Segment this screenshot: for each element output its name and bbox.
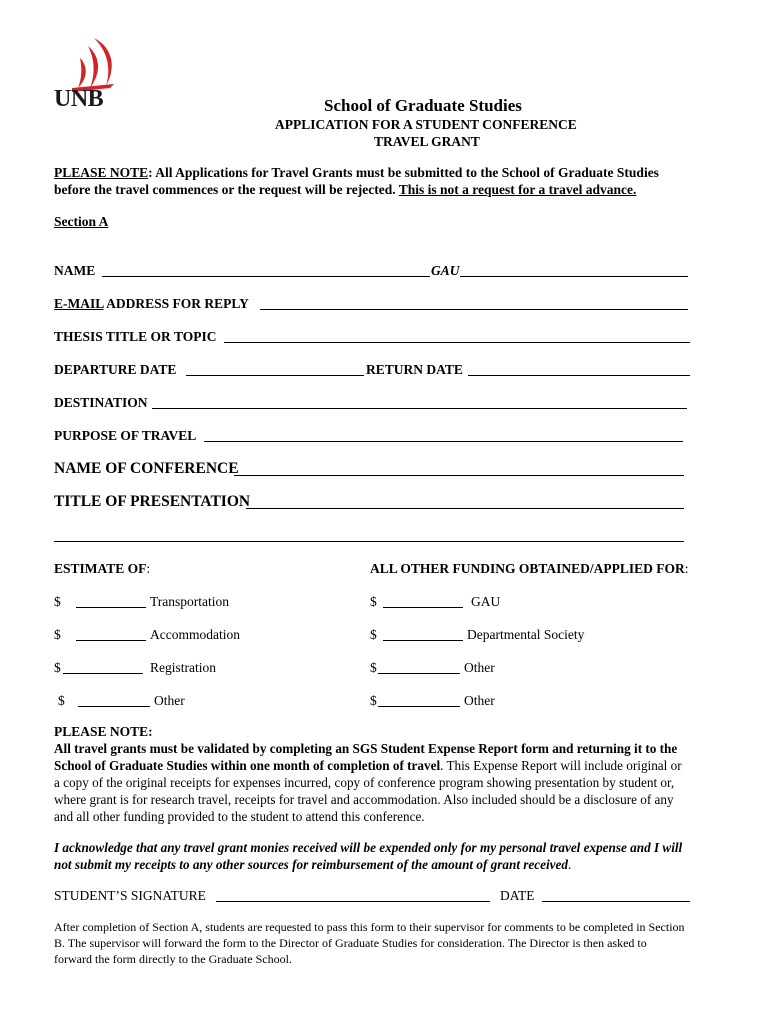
gau-label: GAU xyxy=(431,263,460,278)
section-a-heading: Section A xyxy=(54,214,109,229)
acknowledge-end: . xyxy=(567,857,572,872)
presentation-field-line-2[interactable] xyxy=(54,541,684,542)
return-label: RETURN DATE xyxy=(366,362,463,377)
acknowledge-line-2 xyxy=(54,856,571,873)
funding-row-other-1 xyxy=(370,660,377,676)
estimate-row-transportation xyxy=(54,594,61,610)
thesis-label: THESIS TITLE OR TOPIC xyxy=(54,329,217,344)
name-field[interactable] xyxy=(102,276,430,277)
email-field[interactable] xyxy=(260,309,688,310)
estimate-row-registration xyxy=(54,660,61,676)
page-title: School of Graduate Studies xyxy=(324,96,522,115)
please-note-rest-2: . This Expense Report will include original or xyxy=(440,758,682,773)
currency-symbol: $ xyxy=(54,660,61,675)
presentation-label: TITLE OF PRESENTATION xyxy=(54,493,251,510)
funding-row-gau xyxy=(370,594,377,610)
transportation-amount-field[interactable] xyxy=(76,607,146,608)
estimate-label-registration: Registration xyxy=(150,660,216,675)
thesis-field[interactable] xyxy=(224,342,690,343)
please-note-line-1: All travel grants must be validated by completing an SGS Student Expense Report form and returning it to the xyxy=(54,741,678,756)
notice-text-1: : All Applications for Travel Grants must be submitted to the School of Graduate Studies xyxy=(148,165,659,180)
other-funding-2-amount-field[interactable] xyxy=(378,706,460,707)
currency-symbol: $ xyxy=(370,660,377,675)
email-label-a: E-MAIL xyxy=(54,296,104,311)
estimate-heading xyxy=(54,561,150,577)
signature-label: STUDENT’S SIGNATURE xyxy=(54,888,206,903)
accommodation-amount-field[interactable] xyxy=(76,640,146,641)
gau-field[interactable] xyxy=(460,276,688,277)
other-estimate-amount-field[interactable] xyxy=(78,706,150,707)
conference-label: NAME OF CONFERENCE xyxy=(54,460,239,477)
footer-line-1: After completion of Section A, students are requested to pass this form to their supervisor for comments to be completed in Section xyxy=(54,920,685,934)
notice-line-2 xyxy=(54,182,636,198)
currency-symbol: $ xyxy=(370,693,377,708)
footer-line-2: B. The supervisor will forward the form to the Director of Graduate Studies for consideration. The Director is then asked to xyxy=(54,936,647,950)
footer-line-3: forward the form directly to the Graduate School. xyxy=(54,952,292,966)
society-amount-field[interactable] xyxy=(383,640,463,641)
notice-emphasis: This is not a request for a travel advance. xyxy=(398,182,637,197)
funding-row-other-2 xyxy=(370,693,377,709)
acknowledge-text-2: not submit my receipts to any other sources for reimbursement of the amount of grant received xyxy=(54,857,568,872)
destination-label: DESTINATION xyxy=(54,395,148,410)
estimate-label-transportation: Transportation xyxy=(150,594,230,609)
presentation-field[interactable] xyxy=(246,508,684,509)
return-date-field[interactable] xyxy=(468,375,690,376)
other-funding-1-amount-field[interactable] xyxy=(378,673,460,674)
logo-text: UNB xyxy=(54,86,104,112)
funding-row-society xyxy=(370,627,377,643)
currency-symbol: $ xyxy=(54,594,61,609)
departure-label: DEPARTURE DATE xyxy=(54,362,177,377)
currency-symbol: $ xyxy=(58,693,65,708)
email-label xyxy=(54,296,249,312)
purpose-field[interactable] xyxy=(204,441,683,442)
please-note-bold-2: School of Graduate Studies within one month of completion of travel xyxy=(54,758,441,773)
other-funding-heading xyxy=(370,561,689,577)
currency-symbol: $ xyxy=(370,627,377,642)
funding-label-other-2: Other xyxy=(464,693,495,708)
acknowledge-line-1: I acknowledge that any travel grant monies received will be expended only for my personal travel expense and I will xyxy=(54,840,683,855)
form-subtitle-2: TRAVEL GRANT xyxy=(374,134,480,149)
estimate-heading-colon: : xyxy=(146,561,151,576)
purpose-label: PURPOSE OF TRAVEL xyxy=(54,428,197,443)
conference-field[interactable] xyxy=(234,475,684,476)
registration-amount-field[interactable] xyxy=(63,673,143,674)
please-note-line-2 xyxy=(54,757,682,774)
funding-label-society: Departmental Society xyxy=(467,627,585,642)
estimate-row-accommodation xyxy=(54,627,61,643)
departure-date-field[interactable] xyxy=(186,375,364,376)
funding-label-other-1: Other xyxy=(464,660,495,675)
other-funding-heading-text: ALL OTHER FUNDING OBTAINED/APPLIED FOR xyxy=(370,561,685,576)
please-note-line-5: and all other funding provided to the student to attend this conference. xyxy=(54,809,425,824)
notice-line-1 xyxy=(54,165,659,181)
please-note-line-4: where grant is for research travel, receipts for travel and accommodation. Also included should be a disclosure of any xyxy=(54,792,674,807)
form-subtitle-1: APPLICATION FOR A STUDENT CONFERENCE xyxy=(275,117,577,132)
notice-lead: PLEASE NOTE xyxy=(54,165,149,180)
estimate-label-accommodation: Accommodation xyxy=(150,627,240,642)
date-label: DATE xyxy=(500,888,535,903)
estimate-row-other xyxy=(58,693,65,709)
name-label: NAME xyxy=(54,263,96,278)
please-note-heading: PLEASE NOTE: xyxy=(54,724,153,739)
funding-label-gau: GAU xyxy=(471,594,501,609)
notice-text-2: before the travel commences or the request will be rejected. xyxy=(54,182,399,197)
estimate-heading-text: ESTIMATE OF xyxy=(54,561,147,576)
destination-field[interactable] xyxy=(152,408,687,409)
please-note-line-3: a copy of the original receipts for expenses incurred, copy of conference program showing presentation by student or, xyxy=(54,775,675,790)
signature-field[interactable] xyxy=(216,901,490,902)
gau-amount-field[interactable] xyxy=(383,607,463,608)
estimate-label-other: Other xyxy=(154,693,185,708)
date-field[interactable] xyxy=(542,901,690,902)
other-funding-heading-colon: : xyxy=(684,561,689,576)
currency-symbol: $ xyxy=(370,594,377,609)
email-label-b: ADDRESS FOR REPLY xyxy=(103,296,249,311)
currency-symbol: $ xyxy=(54,627,61,642)
